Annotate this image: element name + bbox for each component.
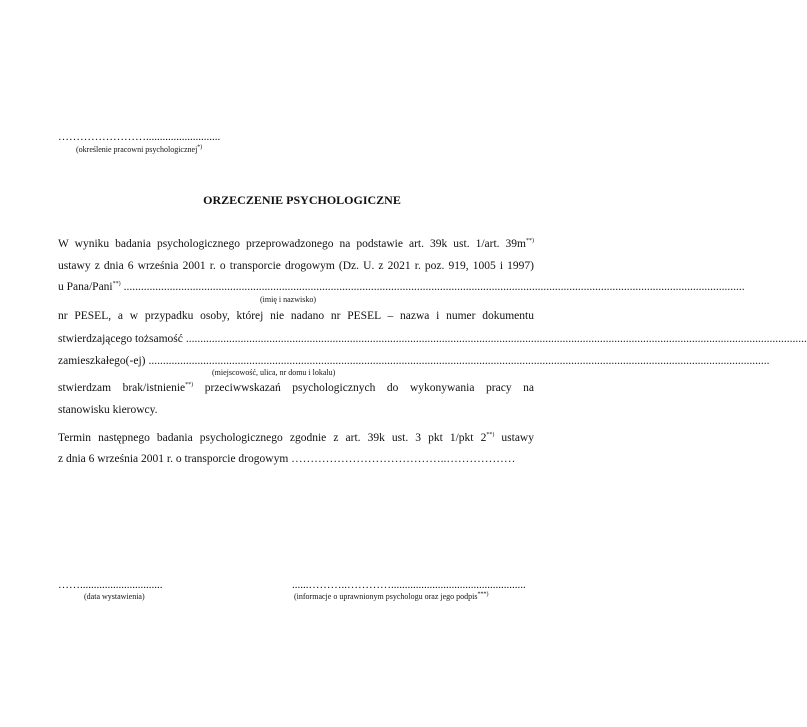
name-field-dots[interactable]: ........................................................................................................................................................................................................................ [123,281,745,293]
next-exam-label: z dnia 6 września 2001 r. o transporcie drogowym [58,453,289,465]
name-field-label: u Pana/Pani**) [58,281,121,293]
address-field-label: zamieszkałego(-ej) [58,355,146,367]
document-title: ORZECZENIE PSYCHOLOGICZNE [203,193,401,207]
lab-designation-dots: ……………………........................... [58,131,221,143]
id-document-label: stwierdzającego tożsamość [58,333,183,345]
psychologist-info-dots[interactable]: ......………..…………................................................. [292,579,526,591]
address-caption: (miejscowość, ulica, nr domu i lokalu) [212,368,336,377]
paragraph2-line1: Termin następnego badania psychologicznego zgodnie z art. 39k ust. 3 pkt 1/pkt 2**) ustawy [58,432,534,444]
name-caption: (imię i nazwisko) [260,295,316,304]
next-exam-dots[interactable]: …………………………………..……………… [291,453,516,465]
issue-date-caption: (data wystawienia) [84,592,145,601]
paragraph1-line2: ustawy z dnia 6 września 2001 r. o transporcie drogowym (Dz. U. z 2021 r. poz. 919, 1005 i 1997) [58,260,534,272]
id-document-dots[interactable]: ........................................................................................................................................................................................................................ [185,333,807,345]
psychologist-info-caption: (informacje o uprawnionym psychologu oraz jego podpis***) [294,591,489,601]
id-document-line [58,333,807,345]
lab-designation-caption: (określenie pracowni psychologicznej*) [76,144,203,154]
paragraph1-line7: stwierdzam brak/istnienie**) przeciwwskazań psychologicznych do wykonywania pracy na [58,382,534,394]
address-field-line [58,355,770,367]
issue-date-dots[interactable]: …….............................. [58,579,163,591]
paragraph1-line8: stanowisku kierowcy. [58,404,158,416]
paragraph1-line1 [58,238,534,250]
next-exam-line [58,453,515,465]
paragraph1-line4: nr PESEL, a w przypadku osoby, której nie nadano nr PESEL – nazwa i numer dokumentu [58,310,534,322]
name-field-line [58,281,745,293]
paragraph1-line1-text: W wyniku badania psychologicznego przeprowadzonego na podstawie art. 39k ust. 1/art. 39m**) [58,238,534,250]
address-field-dots[interactable]: ........................................................................................................................................................................................................................ [148,355,770,367]
